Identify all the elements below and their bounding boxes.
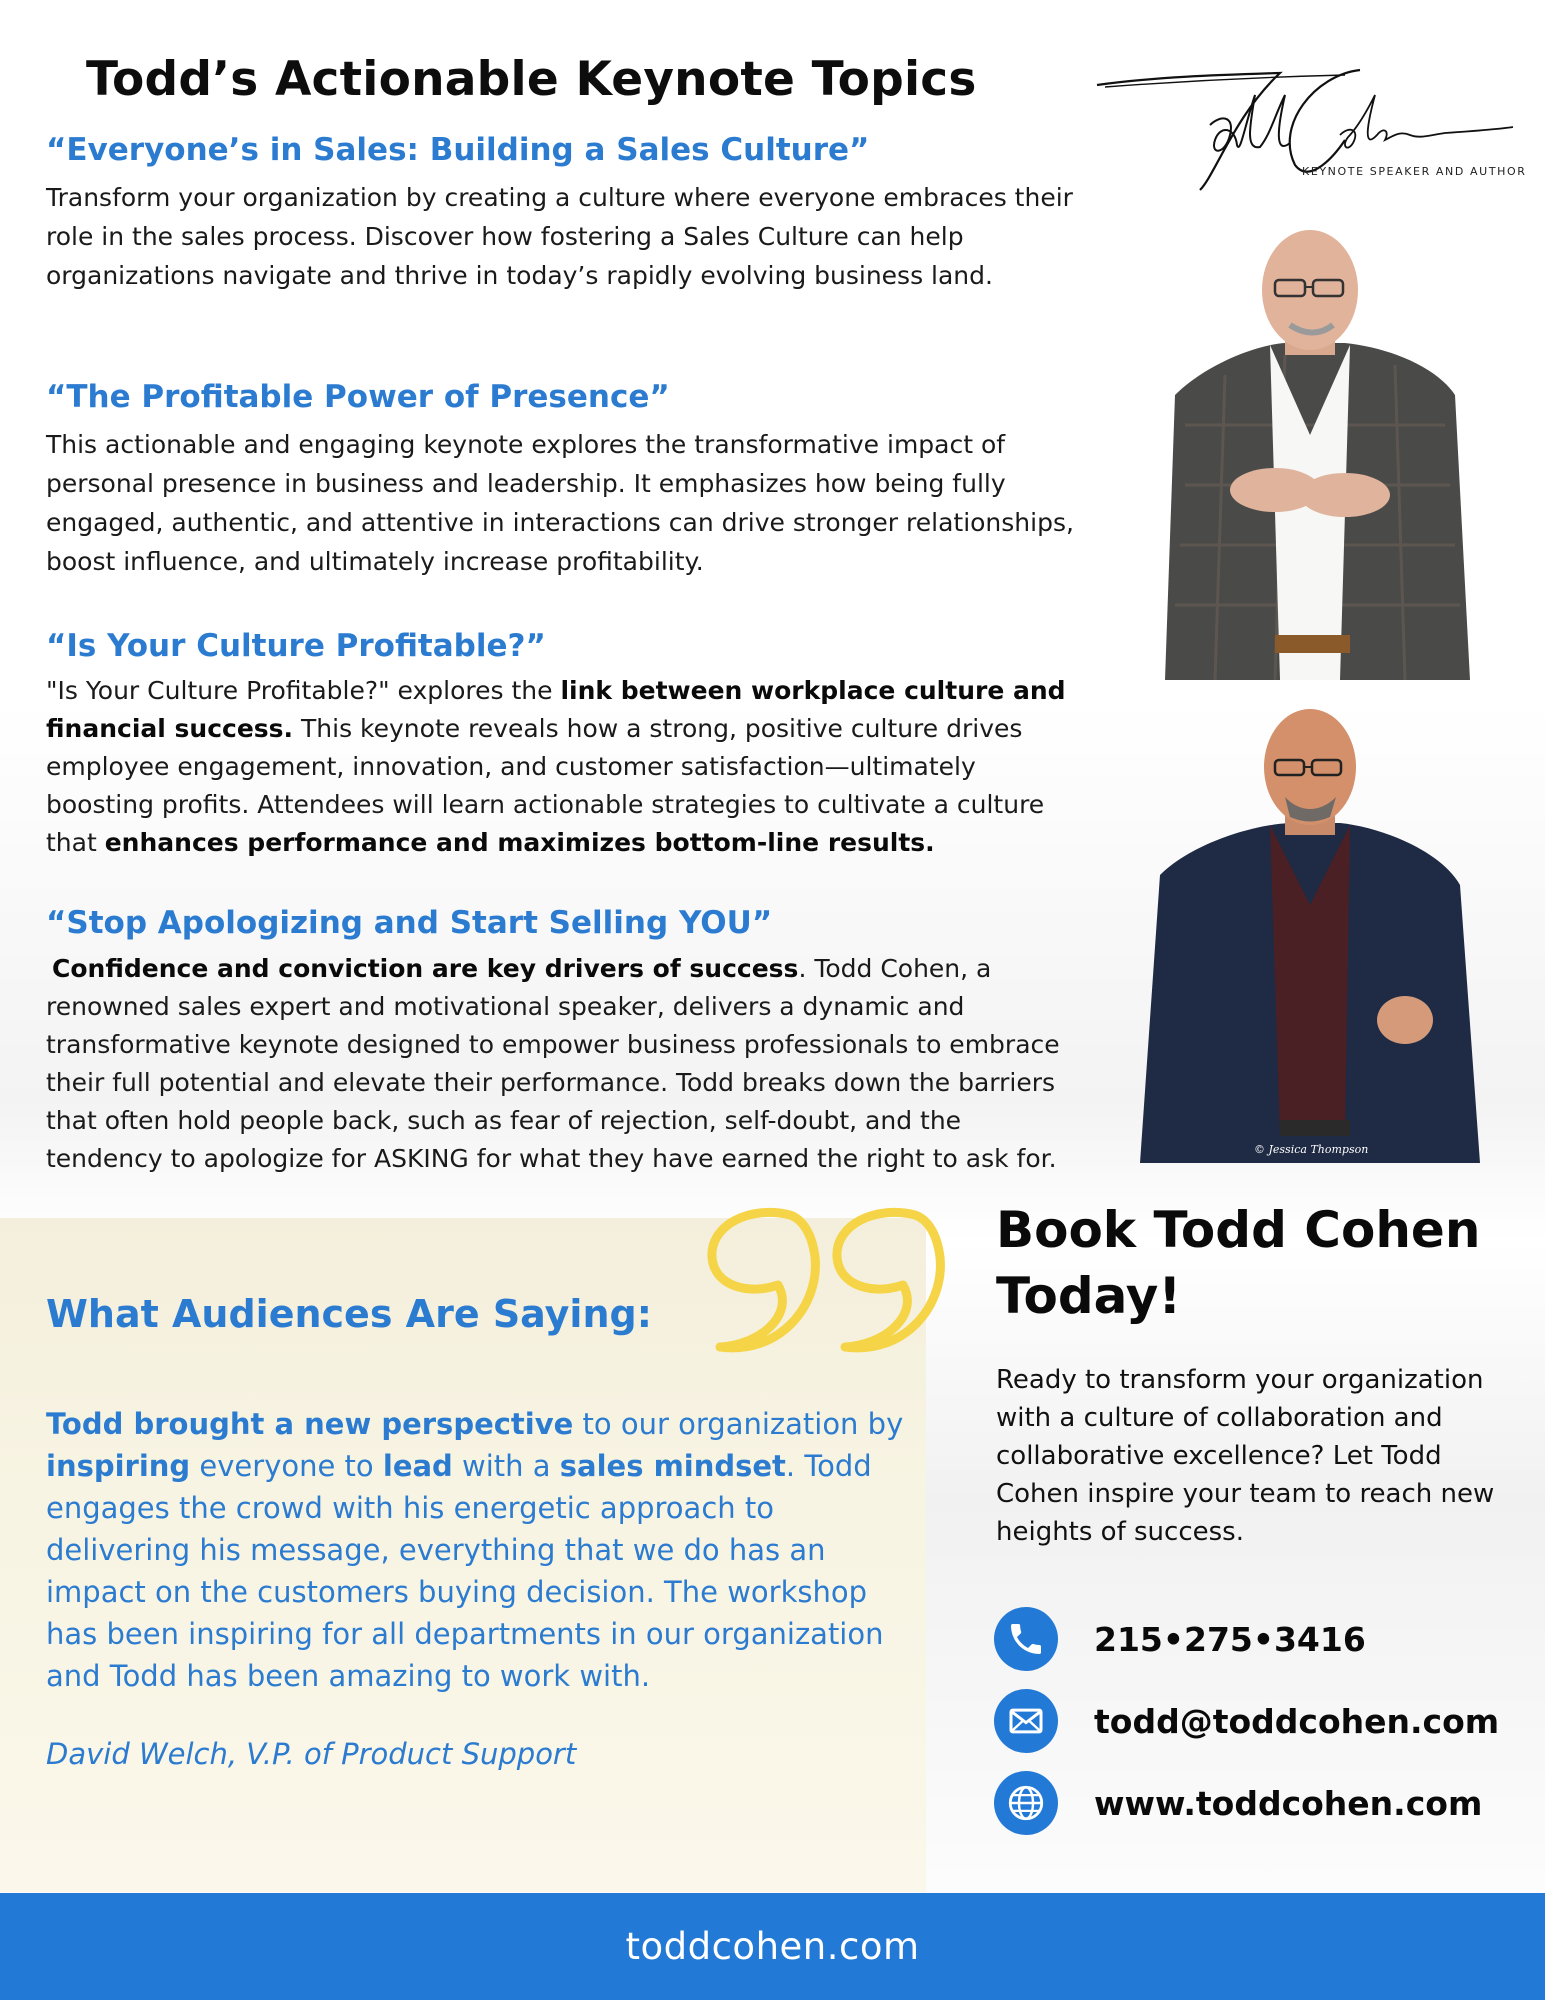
todd-cohen-signature-logo: [1095, 55, 1515, 205]
page-title: Todd’s Actionable Keynote Topics: [86, 52, 977, 107]
topic-body-3: "Is Your Culture Profitable?" explores the link between workplace culture and financial success. This keynote reveals how a strong, positive culture drives employee engagement, innovation, and customer satisfaction—ultimately boosting profits. Attendees will learn actionable strategies to cultivate a culture that enhances performance and maximizes bottom-line results.: [46, 676, 1066, 857]
testimonial-author: David Welch, V.P. of Product Support: [46, 1737, 577, 1771]
footer-bar: [0, 1893, 1545, 2000]
phone-number: 215•275•3416: [1094, 1619, 1366, 1659]
speaker-photo-standing: [1140, 705, 1480, 1163]
contact-website[interactable]: [994, 1770, 1514, 1836]
topic-body-2: This actionable and engaging keynote explores the transformative impact of personal presence in business and leadership. It emphasizes how being fully engaged, authentic, and attentive in interactions can drive stronger relationships, boost influence, and ultimately increase profitability.: [46, 430, 1074, 576]
speaker-photo-presenting: [1145, 225, 1475, 680]
topic-heading-2: “The Profitable Power of Presence”: [46, 379, 670, 415]
book-description: Ready to transform your organization with a culture of collaboration and collaborative excellence? Let Todd Cohen inspire your team to reach new heights of success.: [996, 1365, 1495, 1547]
quotation-mark-icon: [700, 1195, 960, 1365]
contact-phone[interactable]: [994, 1606, 1514, 1672]
logo-tagline: KEYNOTE SPEAKER AND AUTHOR: [1302, 165, 1527, 178]
topic-body-1: Transform your organization by creating a culture where everyone embraces their role in the sales process. Discover how fostering a Sales Culture can help organizations navigate and thrive in today’s rapidly evolving business land.: [46, 183, 1073, 290]
photo-credit: © Jessica Thompson: [1254, 1143, 1369, 1156]
topic-body-4: Confidence and conviction are key drivers of success. Todd Cohen, a renowned sales expert and motivational speaker, delivers a dynamic and transformative keynote designed to empower business professionals to embrace their full potential and elevate their performance. Todd breaks down the barriers that often hold people back, such as fear of rejection, self-doubt, and the tendency to apologize for ASKING for what they have earned the right to ask for.: [46, 954, 1060, 1173]
email-icon: [994, 1689, 1058, 1753]
testimonial-heading: What Audiences Are Saying:: [46, 1292, 652, 1336]
testimonial-quote: Todd brought a new perspective to our organization by inspiring everyone to lead with a sales mindset. Todd engages the crowd with his energetic approach to delivering his message, everything that we do has an impact on the customers buying decision. The workshop has been inspiring for all departments in our organization and Todd has been amazing to work with.: [46, 1407, 904, 1693]
website-url: www.toddcohen.com: [1094, 1783, 1483, 1823]
topic-heading-1: “Everyone’s in Sales: Building a Sales Culture”: [46, 132, 870, 168]
globe-icon: [994, 1771, 1058, 1835]
book-heading: Book Todd Cohen Today!: [996, 1201, 1481, 1325]
footer-website-link[interactable]: toddcohen.com: [625, 1925, 920, 1968]
topic-heading-4: “Stop Apologizing and Start Selling YOU”: [46, 905, 773, 941]
phone-icon: [994, 1607, 1058, 1671]
contact-email[interactable]: [994, 1688, 1514, 1754]
email-address: todd@toddcohen.com: [1094, 1701, 1500, 1741]
topic-heading-3: “Is Your Culture Profitable?”: [46, 628, 546, 664]
